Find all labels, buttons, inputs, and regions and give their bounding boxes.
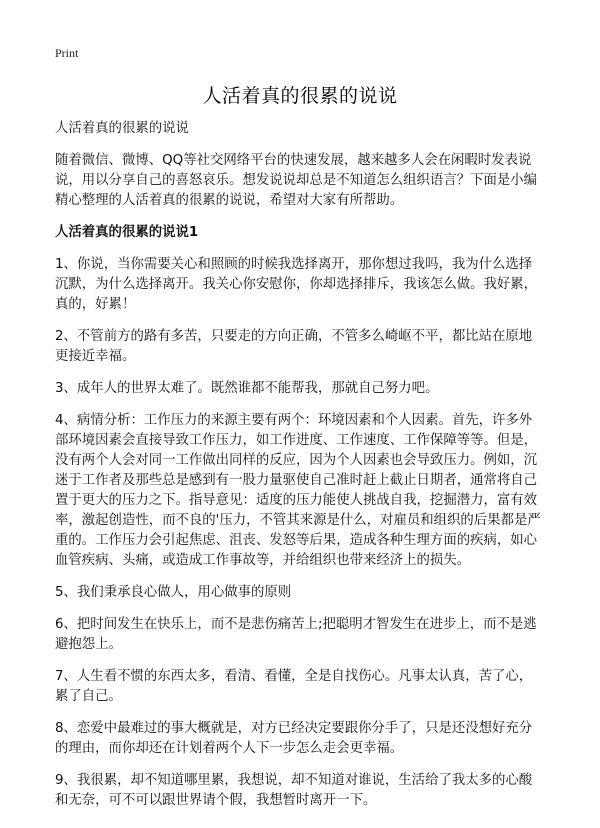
list-item: 2、不管前方的路有多苦，只要走的方向正确，不管多么崎岖不平，都比站在原地更接近幸福。 xyxy=(55,329,533,364)
intro-paragraph: 随着微信、微博、QQ等社交网络平台的快速发展，越来越多人会在闲暇时发表说说，用以分享自己的喜怒哀乐。想发说说却总是不知道怎么组织语言？下面是小编精心整理的人活着真的很累的说说，希望对大家有所帮助。 xyxy=(55,153,538,208)
list-item: 9、我很累，却不知道哪里累，我想说，却不知道对谁说，生活给了我太多的心酸和无奈，可不可以跟世界请个假，我想暂时离开一下。 xyxy=(55,773,533,808)
list-item: 1、你说，当你需要关心和照顾的时候我选择离开，那你想过我吗，我为什么选择沉默，为什么选择离开。我关心你安慰你，你却选择排斥，我该怎么做。我好累，真的，好累！ xyxy=(55,257,538,312)
document-title: 人活着真的很累的说说 xyxy=(202,85,398,107)
document-subtitle: 人活着真的很累的说说 xyxy=(55,121,189,136)
list-item: 3、成年人的世界太难了。既然谁都不能帮我，那就自己努力吧。 xyxy=(55,381,439,396)
list-item: 6、把时间发生在快乐上，而不是悲伤痛苦上;把聪明才智发生在进步上，而不是逃避抱怨上。 xyxy=(55,617,537,652)
print-label: Print xyxy=(55,46,79,60)
list-item: 4、病情分析：工作压力的来源主要有两个：环境因素和个人因素。首先，许多外部环境因素会直接导致工作压力，如工作进度、工作速度、工作保障等等。但是，没有两个人会对同一工作做出同样的反应，因为个人因素也会导致压力。例如，沉迷于工作者及那些总是感到有一股力量驱使自己准时赶上截止日期者，通常将自己置于更大的压力之下。指导意见：适度的压力能使人挑战自我，挖掘潜力，富有效率，激起创造性，而不良的'压力，不管其来源是什么，对雇员和组织的后果都是严重的。工作压力会引起焦虑、沮丧、发怒等后果，造成各种生理方面的疾病，如心血管疾病、头痛，或造成工作事故等，并给组织也带来经济上的损失。 xyxy=(55,413,541,568)
list-item: 8、恋爱中最难过的事大概就是，对方已经决定要跟你分手了，只是还没想好充分的理由，而你却还在计划着两个人下一步怎么走会更幸福。 xyxy=(55,721,533,756)
list-item: 7、人生看不惯的东西太多，看清、看懂，全是自找伤心。凡事太认真，苦了心，累了自己。 xyxy=(55,669,533,704)
section-heading: 人活着真的很累的说说1 xyxy=(55,225,199,240)
list-item: 5、我们秉承良心做人，用心做事的原则 xyxy=(55,585,292,600)
document-body xyxy=(55,119,545,823)
